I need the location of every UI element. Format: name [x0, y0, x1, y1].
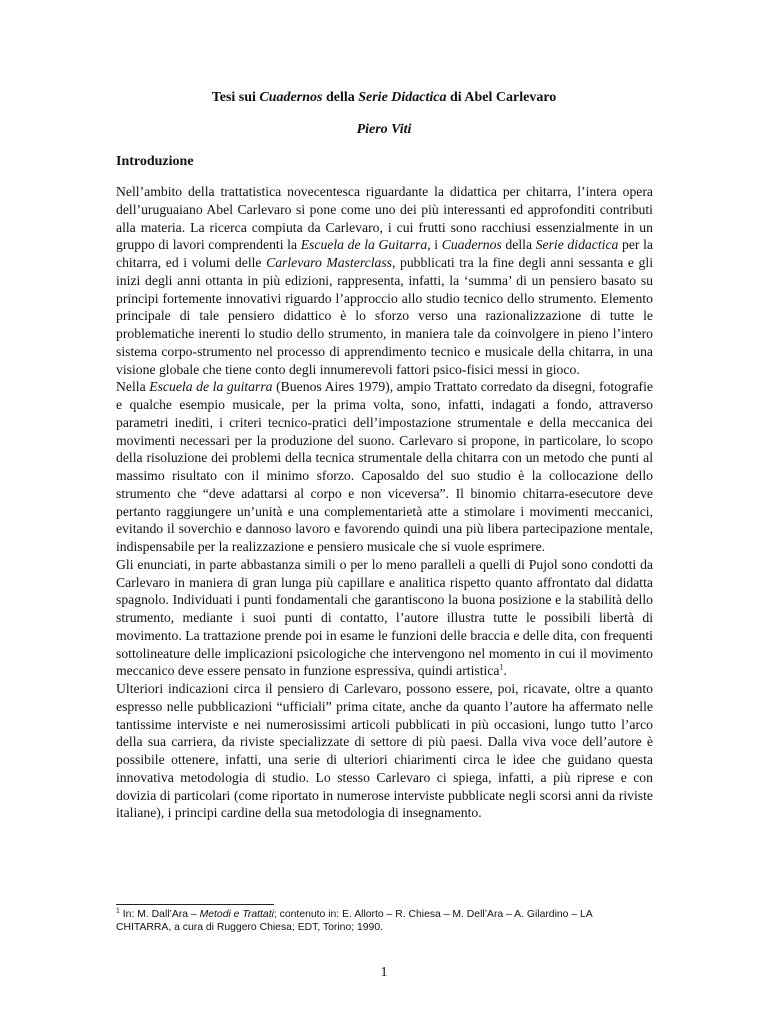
section-heading: Introduzione	[116, 154, 194, 169]
p1-italic-3: Serie didactica	[535, 237, 619, 253]
paragraph-2	[116, 378, 653, 556]
p1-text-3: della	[501, 237, 536, 253]
p2-italic-1: Escuela de la guitarra	[149, 379, 273, 395]
p3-text-1: Gli enunciati, in parte abbastanza simili o per lo meno paralleli a quelli di Pujol sono condotti da Carlevaro in maniera di gran lunga più capillare e analitica rispetto quanto affrontato dal didatta spagnolo. Individuati i punti fondamentali che garantiscono la buona posizione e la stabilità dello strumento, mediante i suoi punti di contatto, l’autore illustra tutte le possibili libertà di movimento. La trattazione prende poi in esame le funzioni delle braccia e delle dita, con frequenti sottolineature delle implicazioni psicologiche che intervengono nel momento in cui il movimento meccanico deve essere pensato in funzione espressiva, quindi artistica	[116, 556, 653, 679]
p3-text-2: .	[503, 663, 507, 679]
p2-text-1: Nella	[116, 379, 150, 395]
p1-italic-1: Escuela de la Guitarra	[300, 237, 428, 253]
title-text-1: Tesi sui	[211, 90, 260, 105]
p1-italic-2: Cuadernos	[441, 237, 502, 253]
footnote-separator	[116, 904, 274, 905]
footnote-text-2: ; contenuto in: E. Allorto – R. Chiesa – M. Dell’Ara – A. Gilardino – LA CHITARRA, a cura di Ruggero Chiesa; EDT, Torino; 1990.	[116, 909, 593, 933]
p2-text-2: (Buenos Aires 1979), ampio Trattato corredato da disegni, fotografie e qualche esempio musicale, per la prima volta, sono, infatti, indagati a fondo, attraverso parametri inediti, i criteri tecnico-pratici dell’impostazione strumentale e della meccanica dei movimenti necessari per la produzione del suono. Carlevaro si propone, in particolare, lo scopo della risoluzione dei problemi della tecnica strumentale della chitarra con un metodo che punti al massimo risultato con il minimo sforzo. Caposaldo del suo studio è la collocazione dello strumento che “deve adattarsi al corpo e non viceversa”. Il binomio chitarra-esecutore deve pertanto raggiungere un’unità e una complementarietà atte a stimolare i movimenti meccanici, evitando il soverchio e dannoso lavoro e favorendo quindi una più libera partecipazione mentale, indispensabile per la realizzazione e pensiero musicale che si vuole esprimere.	[116, 379, 653, 554]
footnote-mark: 1	[116, 907, 120, 915]
footnote-reference[interactable]: 1	[499, 662, 504, 672]
title-italic-cuadernos: Cuadernos	[259, 90, 323, 105]
paragraph-1	[116, 183, 653, 378]
footnote-text-1: In: M. Dall’Ara –	[119, 909, 200, 920]
title-italic-serie: Serie Didactica	[358, 90, 447, 105]
paragraph-4: Ulteriori indicazioni circa il pensiero di Carlevaro, possono essere, poi, ricavate, oltre a quanto espresso nelle pubblicazioni “ufficiali” prima citate, anche da quanto l’autore ha affermato nelle tantissime interviste e nei numerosissimi articoli pubblicati in più occasioni, lungo tutto l’arco della sua carriera, da riviste specializzate di settore di più paesi. Dalla viva voce dell’autore è possibile ottenere, infatti, una serie di ulteriori chiarimenti circa le idee che guidano questa innovativa metodologia di studio. Lo stesso Carlevaro ci spiega, infatti, a più riprese e con dovizia di particolari (come riportato in numerose interviste pubblicate negli scorsi anni da riviste italiane), i principi cardine della sua metodologia di insegnamento.	[116, 681, 653, 821]
footnote-italic: Metodi e Trattati	[199, 909, 274, 920]
page-number: 1	[380, 965, 388, 980]
p1-italic-4: Carlevaro Masterclass	[266, 255, 393, 270]
p1-text-1: Nell’ambito della trattatistica novecentesca riguardante la didattica per chitarra, l’intera opera dell’uruguaiano Abel Carlevaro si pone come uno dei più interessanti ed approfonditi contributi alla materia. La ricerca compiuta da Carlevaro, i cui frutti sono racchiusi essenzialmente in un gruppo di lavori comprendenti la	[116, 184, 653, 253]
author-name: Piero Viti	[356, 122, 412, 137]
p1-text-5: , pubblicati tra la fine degli anni sessanta e gli inizi degli anni ottanta in più edizioni, rappresenta, infatti, la ‘summa’ di un pensiero basato su principi fortemente innovativi riguardo l’approccio allo studio tecnico dello strumento. Elemento principale di tale pensiero didattico è lo sforzo verso una razionalizzazione di tutte le problematiche inerenti lo studio dello strumento, in maniera tale da coinvolgere in pieno l’intero sistema corpo-strumento nel processo di apprendimento tecnico e musicale della chitarra, in una visione globale che tiene conto degli innumerevoli fattori psico-fisici messi in gioco.	[116, 255, 653, 377]
title-text-2: della	[322, 90, 359, 105]
title-text-3: di Abel Carlevaro	[446, 90, 557, 105]
body-text	[116, 183, 653, 822]
document-title	[0, 89, 768, 107]
paragraph-3	[116, 556, 653, 680]
p1-text-4: per la chitarra, ed i volumi delle	[116, 237, 654, 270]
p1-text-2: , i	[427, 237, 442, 253]
footnote	[116, 908, 646, 934]
